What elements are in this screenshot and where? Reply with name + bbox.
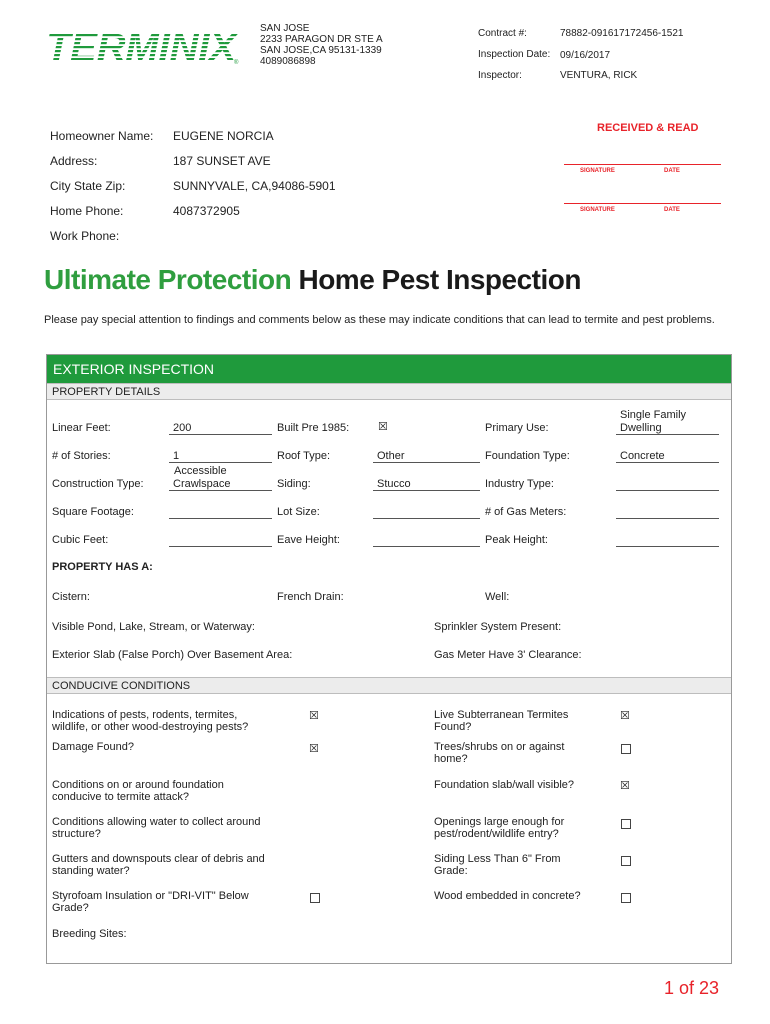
primary-use-label: Primary Use:: [485, 422, 549, 434]
inspector-label: Inspector:: [478, 70, 522, 81]
cistern-label: Cistern:: [52, 591, 90, 603]
construction-value-line1: Accessible: [174, 465, 227, 477]
property-has-heading: PROPERTY HAS A:: [52, 561, 153, 573]
linear-feet-field[interactable]: 200: [169, 422, 272, 435]
roof-type-label: Roof Type:: [277, 450, 330, 462]
received-read-title: RECEIVED & READ: [597, 122, 699, 134]
inspector-value: VENTURA, RICK: [560, 70, 638, 81]
work-phone-label: Work Phone:: [50, 229, 120, 243]
contract-value: 78882-091617172456-1521: [560, 28, 684, 39]
eave-height-label: Eave Height:: [277, 534, 340, 546]
signature-line[interactable]: [564, 203, 721, 204]
french-drain-label: French Drain:: [277, 591, 344, 603]
industry-type-field[interactable]: [616, 478, 719, 491]
signature-line[interactable]: [564, 164, 721, 165]
page-number: 1 of 23: [664, 978, 720, 998]
foundation-type-field[interactable]: Concrete: [616, 450, 719, 463]
built-pre-1985-checkbox[interactable]: ☒: [378, 421, 388, 433]
gas-meters-field[interactable]: [616, 506, 719, 519]
title-dark: Home Pest Inspection: [298, 264, 581, 295]
siding-field[interactable]: Stucco: [373, 478, 480, 491]
cubic-feet-label: Cubic Feet:: [52, 534, 109, 546]
condition-right-text: Live Subterranean Termites Found?: [434, 709, 569, 733]
eave-height-field[interactable]: [373, 534, 480, 547]
condition-right-text: Openings large enough for pest/rodent/wildlife entry?: [434, 816, 565, 840]
office-line: 2233 PARAGON DR STE A: [260, 34, 383, 45]
sprinkler-label: Sprinkler System Present:: [434, 621, 562, 633]
condition-right-checkbox[interactable]: ☒: [620, 780, 630, 792]
date-label: DATE: [664, 168, 680, 174]
office-address: [260, 23, 383, 67]
condition-right-checkbox[interactable]: ☒: [620, 710, 630, 722]
title-green: Ultimate Protection: [44, 264, 292, 295]
condition-left-text: Indications of pests, rodents, termites, wildlife, or other wood-destroying pests?: [52, 709, 249, 733]
svg-text:TERMINIX: TERMINIX: [46, 27, 239, 66]
address-value: 187 SUNSET AVE: [173, 154, 271, 168]
city-state-zip-label: City State Zip:: [50, 179, 126, 193]
siding-label: Siding:: [277, 478, 311, 490]
stories-field[interactable]: 1: [169, 450, 272, 463]
square-footage-field[interactable]: [169, 506, 272, 519]
svg-text:®: ®: [234, 60, 239, 66]
construction-type-label: Construction Type:: [52, 478, 144, 490]
office-line: 4089086898: [260, 56, 316, 67]
date-label: DATE: [664, 207, 680, 213]
inspection-date-value: 09/16/2017: [560, 50, 611, 61]
condition-left-checkbox[interactable]: [310, 893, 320, 903]
lot-size-label: Lot Size:: [277, 506, 320, 518]
homeowner-name-label: Homeowner Name:: [50, 129, 154, 143]
signature-label: SIGNATURE: [580, 207, 615, 213]
well-label: Well:: [485, 591, 510, 603]
cubic-feet-field[interactable]: [169, 534, 272, 547]
square-footage-label: Square Footage:: [52, 506, 134, 518]
condition-right-checkbox[interactable]: [621, 856, 631, 866]
city-state-zip-value: SUNNYVALE, CA,94086-5901: [173, 179, 336, 193]
construction-type-field[interactable]: Crawlspace: [169, 478, 272, 491]
foundation-type-label: Foundation Type:: [485, 450, 570, 462]
address-label: Address:: [50, 154, 98, 168]
condition-right-text: Trees/shrubs on or against home?: [434, 741, 565, 765]
condition-left-checkbox[interactable]: ☒: [309, 710, 319, 722]
office-line: SAN JOSE,CA 95131-1339: [260, 45, 382, 56]
page-title: [44, 264, 581, 296]
condition-left-text: Conditions allowing water to collect around structure?: [52, 816, 261, 840]
gas-meters-label: # of Gas Meters:: [485, 506, 567, 518]
stories-label: # of Stories:: [52, 450, 111, 462]
home-phone-value: 4087372905: [173, 204, 240, 218]
inspection-date-label: Inspection Date:: [478, 49, 551, 60]
conducive-conditions-heading: CONDUCIVE CONDITIONS: [47, 677, 731, 694]
primary-use-field[interactable]: Dwelling: [616, 422, 719, 435]
linear-feet-label: Linear Feet:: [52, 422, 111, 434]
condition-right-checkbox[interactable]: [621, 819, 631, 829]
terminix-logo: [44, 26, 242, 66]
condition-right-text: Foundation slab/wall visible?: [434, 779, 575, 791]
condition-right-text: Wood embedded in concrete?: [434, 890, 581, 902]
primary-use-value-line1: Single Family: [620, 409, 687, 421]
condition-left-text: Styrofoam Insulation or "DRI-VIT" Below Grade?: [52, 890, 249, 914]
false-porch-label: Exterior Slab (False Porch) Over Basement Area:: [52, 649, 293, 661]
condition-left-text: Damage Found?: [52, 741, 134, 753]
condition-left-checkbox[interactable]: ☒: [309, 743, 319, 755]
condition-right-checkbox[interactable]: [621, 744, 631, 754]
signature-label: SIGNATURE: [580, 168, 615, 174]
condition-left-text: Gutters and downspouts clear of debris and standing water?: [52, 853, 265, 877]
roof-type-field[interactable]: Other: [373, 450, 480, 463]
peak-height-label: Peak Height:: [485, 534, 548, 546]
peak-height-field[interactable]: [616, 534, 719, 547]
pond-label: Visible Pond, Lake, Stream, or Waterway:: [52, 621, 255, 633]
exterior-inspection-heading: EXTERIOR INSPECTION: [47, 355, 731, 383]
office-line: SAN JOSE: [260, 23, 310, 34]
condition-right-text: Siding Less Than 6" From Grade:: [434, 853, 561, 877]
contract-label: Contract #:: [478, 28, 527, 39]
industry-type-label: Industry Type:: [485, 478, 554, 490]
breeding-sites-label: Breeding Sites:: [52, 928, 127, 940]
intro-text: Please pay special attention to findings and comments below as these may indicate conditions that can lead to termite and pest problems.: [44, 314, 715, 326]
gas-clearance-label: Gas Meter Have 3' Clearance:: [434, 649, 582, 661]
home-phone-label: Home Phone:: [50, 204, 124, 218]
homeowner-name-value: EUGENE NORCIA: [173, 129, 274, 143]
condition-left-text: Conditions on or around foundation conducive to termite attack?: [52, 779, 224, 803]
lot-size-field[interactable]: [373, 506, 480, 519]
built-pre-1985-label: Built Pre 1985:: [277, 422, 350, 434]
condition-right-checkbox[interactable]: [621, 893, 631, 903]
property-details-heading: PROPERTY DETAILS: [47, 383, 731, 400]
